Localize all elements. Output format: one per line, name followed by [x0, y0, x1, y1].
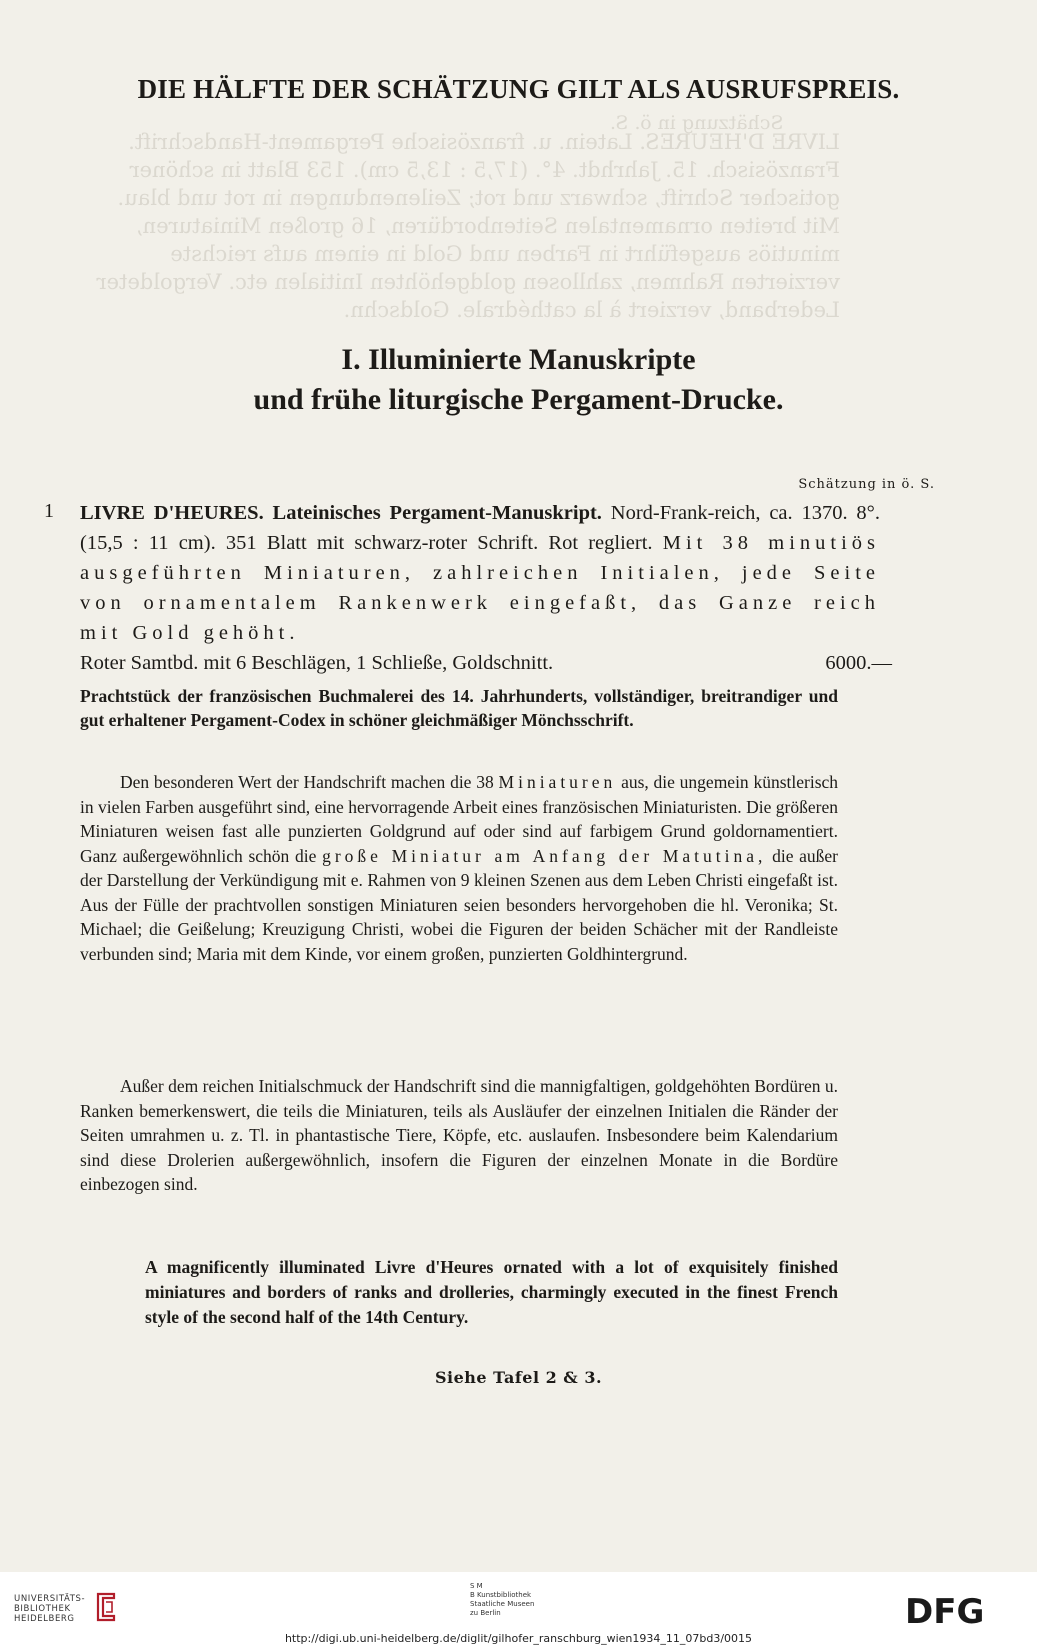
- logo-text: zu Berlin: [470, 1609, 501, 1617]
- lot-binding-line: [80, 648, 892, 678]
- lot-title: LIVRE D'HEURES. Lateinisches Pergament-Manuskript.: [80, 502, 602, 524]
- logo-text: S M: [470, 1582, 483, 1590]
- source-url[interactable]: http://digi.ub.uni-heidelberg.de/diglit/gilhofer_ranschburg_wien1934_11_07bd3/0015: [284, 1632, 753, 1645]
- description-paragraph-2: Außer dem reichen Initialschmuck der Handschrift sind die mannigfaltigen, goldgehöhten Bordüren u. Ranken bemerkenswert, die teils die Miniaturen, teils als Ausläufer der einzelnen Initialen die Ränder der Seiten umrahmen u. z. Tl. in phantastische Tiere, Köpfe, etc. auslaufen. Insbesondere beim Kalendarium sind diese Drolerien außergewöhnlich, insofern die Figuren der einzelnen Monate in die Bordüre einbezogen sind.: [80, 1076, 838, 1194]
- lot-binding: Roter Samtbd. mit 6 Beschlägen, 1 Schließe, Goldschnitt.: [80, 652, 554, 674]
- bleed-through-text: Schätzung in ö. S.: [610, 112, 784, 134]
- university-emblem-icon: [92, 1590, 120, 1624]
- lot-description-spaced: Mit 38 minutiös ausgeführten Miniaturen, zahlreichen Initialen, jede Seite von ornamentalem Rankenwerk eingefaßt, das Ganze reich mit Gold gehöht.: [80, 532, 881, 644]
- dfg-logo[interactable]: [905, 1594, 997, 1626]
- logo-text: B Kunstbibliothek: [470, 1591, 532, 1599]
- footer-bar: [0, 1572, 1037, 1648]
- dfg-logo-text: DFG: [905, 1594, 985, 1626]
- section-title: [0, 340, 1037, 420]
- section-title-line-1: I. Illuminierte Manuskripte: [341, 343, 696, 376]
- paragraph-text-spaced: große Miniatur am Anfang der Matutina,: [322, 845, 767, 866]
- lot-highlight: Prachtstück der französischen Buchmalerei des 14. Jahrhunderts, vollständiger, breitrandiger und gut erhaltener Pergament-Codex in schöner gleichmäßiger Mönchsschrift.: [80, 686, 838, 730]
- paragraph-text: Den besonderen Wert der Handschrift machen die 38: [120, 772, 494, 792]
- university-library-logo[interactable]: [14, 1594, 85, 1624]
- english-summary: A magnificently illuminated Livre d'Heures ornated with a lot of exquisitely finished miniatures and borders of ranks and drolleries, charmingly executed in the finest French style of the second half of the 14th Century.: [145, 1257, 838, 1327]
- logo-text: UNIVERSITÄTS-: [14, 1594, 86, 1604]
- logo-text: Staatliche Museen: [470, 1600, 535, 1608]
- paragraph-text: die außer der Darstellung der Verkündigung mit e. Rahmen von 9 kleinen Szenen aus dem Leben Christi eingefaßt ist. Aus der Fülle der prachtvollen sonstigen Miniaturen seien besonders hervorgehoben die hl. Veronika; St. Michael; die Geißelung; Kreuzigung Christi, wobei die Figuren der beiden Schächer mit der Randleiste verbunden sind; Maria mit dem Kinde, vor einem großen, punzierten Goldhintergrund.: [80, 845, 839, 964]
- lot-description: Nord-Frank-reich, ca. 1370. 8°. (15,5 : 11 cm). 351 Blatt mit schwarz-roter Schrift. Rot regliert.: [80, 502, 881, 554]
- lot-price: 6000.—: [825, 652, 892, 674]
- smb-kunstbibliothek-logo[interactable]: [470, 1582, 534, 1618]
- paragraph-text-spaced: Miniaturen: [498, 772, 617, 792]
- logo-text: BIBLIOTHEK: [14, 1604, 71, 1614]
- section-title-line-2: und frühe liturgische Pergament-Drucke.: [253, 383, 784, 416]
- paragraph-text: aus, die ungemein künstlerisch in vielen Farben ausgeführt sind, eine hervorragende Arbeit eines französischen Miniaturisten. Die größeren Miniaturen weisen fast alle punzierten Goldgrund auf oder sind auf farbigem Grund goldornamentiert. Ganz außergewöhnlich schön die: [80, 772, 839, 866]
- bleed-through-text: LIVRE D'HEURES. Latein. u. französische Pergament-Handschrift. Französisch. 15. Jahrhdt. 4°. (17,5 : 13,5 cm). 153 Blatt in schöner gotischer Schrift, schwarz und rot; Zeilenendungen in rot und blau. Mit breiten ornamentalen Seitenbordüren, 16 großen Miniaturen, minutiös ausgeführt in Farben und Gold in einem aufs reichste verzierten Rahmen, zahllosen goldgehöhten Initialen etc. Vergoldeter Lederband, verziert à la cathédrale. Goldschn.: [96, 130, 840, 322]
- logo-text: HEIDELBERG: [14, 1614, 75, 1624]
- lot-number: 1: [44, 500, 54, 522]
- plate-reference: Siehe Tafel 2 & 3.: [434, 1368, 603, 1387]
- estimate-column-label: Schätzung in ö. S.: [798, 477, 935, 492]
- description-paragraph-1: [80, 770, 838, 966]
- page-headline: DIE HÄLFTE DER SCHÄTZUNG GILT ALS AUSRUFSPREIS.: [137, 74, 900, 104]
- lot-entry: [80, 498, 892, 678]
